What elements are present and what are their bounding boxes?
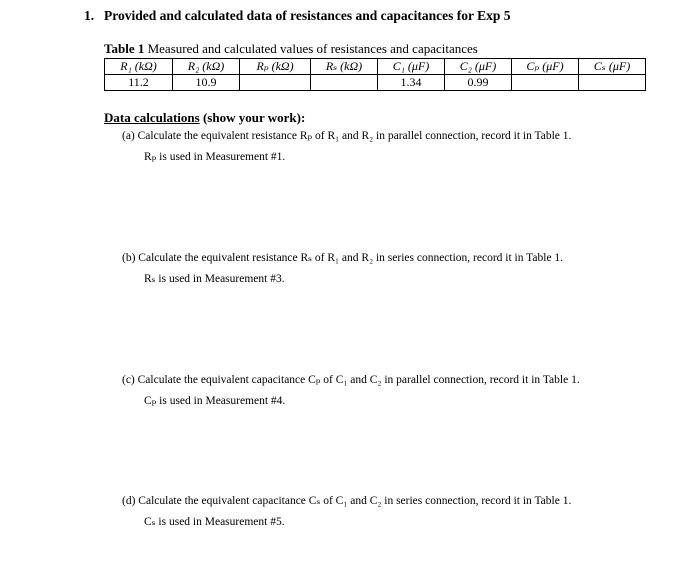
table-caption bbox=[104, 41, 478, 57]
value-cp bbox=[512, 75, 579, 91]
calc-item-b bbox=[122, 250, 563, 285]
calc-item-line1 bbox=[122, 250, 563, 264]
header-rs: Rₛ (kΩ) bbox=[311, 59, 378, 75]
header-c2: C₂ (μF) bbox=[445, 59, 512, 75]
calc-item-text: Calculate the equivalent resistance Rₛ of R₁ and R₂ in series connection, record it in Table 1. bbox=[138, 252, 564, 264]
calc-item-label: (b) bbox=[122, 252, 136, 264]
resistance-capacitance-table bbox=[104, 58, 646, 91]
header-r2: R₂ (kΩ) bbox=[173, 59, 240, 75]
calc-item-label: (d) bbox=[122, 495, 136, 507]
calculations-title-underlined: Data calculations bbox=[104, 110, 200, 125]
section-number: 1. bbox=[84, 8, 95, 23]
value-c1: 1.34 bbox=[378, 75, 445, 91]
header-c1: C₁ (μF) bbox=[378, 59, 445, 75]
table-header-row bbox=[105, 59, 646, 75]
table-value-row bbox=[105, 75, 646, 91]
calculations-title-rest: (show your work): bbox=[199, 110, 306, 125]
value-r1: 11.2 bbox=[105, 75, 173, 91]
calculations-title bbox=[104, 110, 305, 126]
calc-item-text: Calculate the equivalent capacitance Cₛ of C₁ and C₂ in series connection, record it in Table 1. bbox=[138, 495, 572, 507]
calc-item-a bbox=[122, 128, 571, 163]
calc-item-line2: Cₛ is used in Measurement #5. bbox=[144, 516, 285, 528]
header-cp: Cₚ (μF) bbox=[512, 59, 579, 75]
calc-item-line1 bbox=[122, 372, 580, 386]
table-caption-label: Table 1 bbox=[104, 41, 145, 56]
value-rp bbox=[240, 75, 311, 91]
header-cs: Cₛ (μF) bbox=[579, 59, 646, 75]
header-rp: Rₚ (kΩ) bbox=[240, 59, 311, 75]
table-caption-text: Measured and calculated values of resistances and capacitances bbox=[147, 41, 478, 56]
calc-item-label: (a) bbox=[122, 130, 135, 142]
value-r2: 10.9 bbox=[173, 75, 240, 91]
section-title: Provided and calculated data of resistances and capacitances for Exp 5 bbox=[104, 8, 511, 23]
calc-item-d bbox=[122, 493, 571, 528]
calc-item-text: Calculate the equivalent resistance Rₚ of R₁ and R₂ in parallel connection, record it in Table 1. bbox=[137, 130, 572, 142]
calc-item-line1 bbox=[122, 493, 571, 507]
calc-item-line2: Cₚ is used in Measurement #4. bbox=[144, 395, 286, 407]
value-c2: 0.99 bbox=[445, 75, 512, 91]
calc-item-line2: Rₛ is used in Measurement #3. bbox=[144, 273, 285, 285]
section-heading bbox=[84, 8, 511, 24]
calc-item-line2: Rₚ is used in Measurement #1. bbox=[144, 151, 286, 163]
calc-item-text: Calculate the equivalent capacitance Cₚ of C₁ and C₂ in parallel connection, record it in Table 1. bbox=[137, 374, 580, 386]
calc-item-line1 bbox=[122, 128, 571, 142]
calc-item-c bbox=[122, 372, 580, 407]
header-r1: R₁ (kΩ) bbox=[105, 59, 173, 75]
value-rs bbox=[311, 75, 378, 91]
value-cs bbox=[579, 75, 646, 91]
calc-item-label: (c) bbox=[122, 374, 135, 386]
